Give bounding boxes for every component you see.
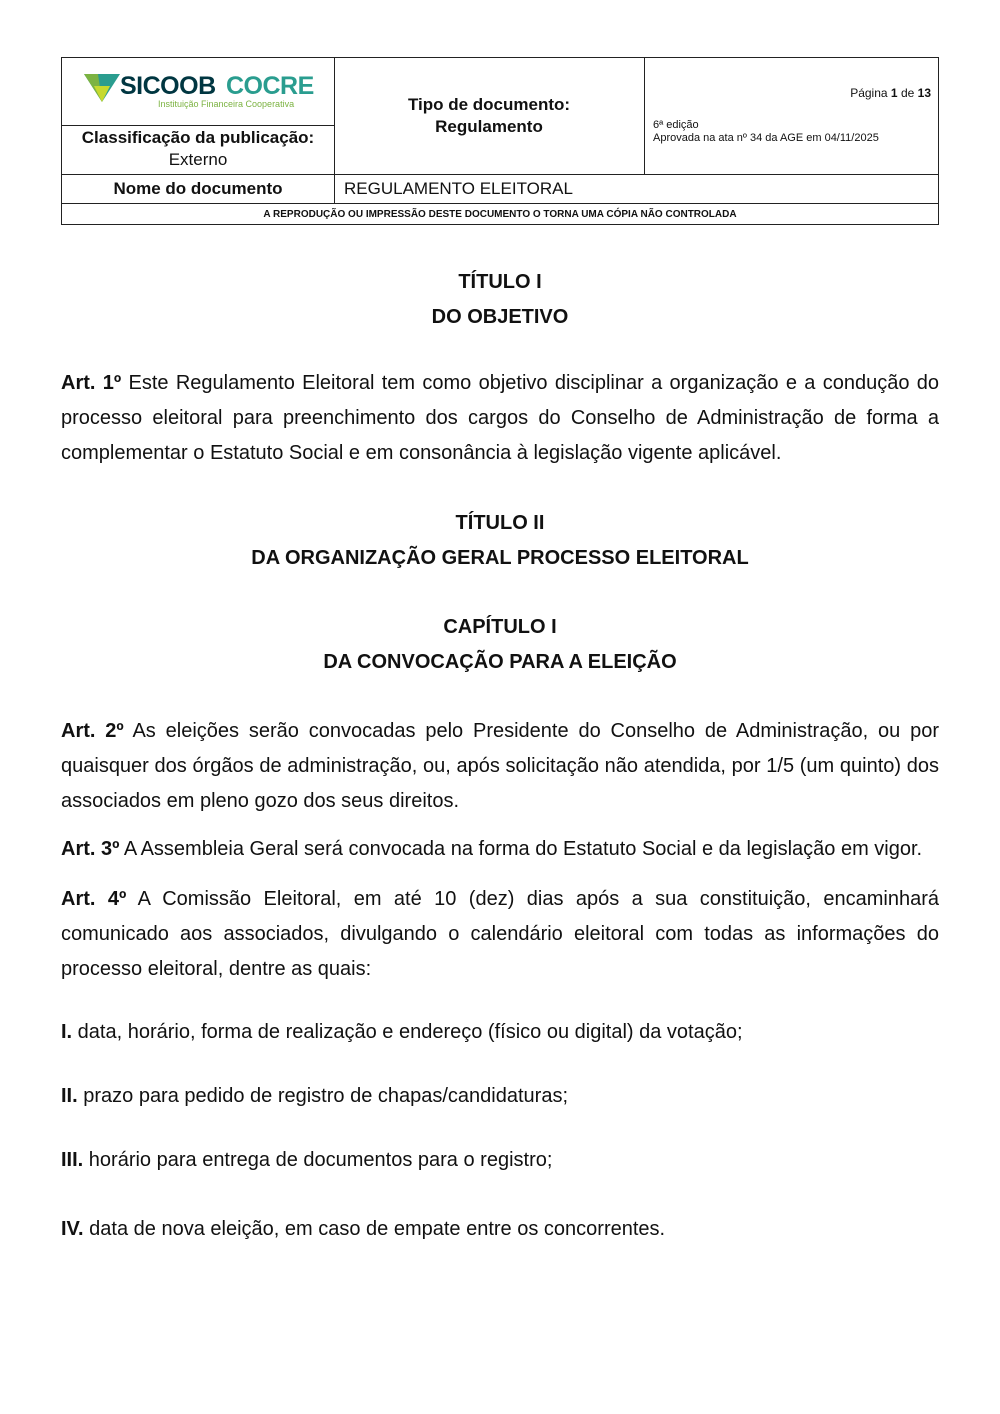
title-2: TÍTULO II DA ORGANIZAÇÃO GERAL PROCESSO ELEITORAL [251,512,749,569]
logo-mark-icon [84,72,120,104]
copy-warning: A REPRODUÇÃO OU IMPRESSÃO DESTE DOCUMENTO O TORNA UMA CÓPIA NÃO CONTROLADA [263,209,737,220]
list-item: I. data, horário, forma de realização e endereço (físico ou digital) da votação; [61,1021,743,1043]
list-item: III. horário para entrega de documentos para o registro; [61,1149,553,1171]
edition: 6ª edição [653,119,699,131]
document-header-table [61,57,939,225]
classification-label: Classificação da publicação: [81,128,315,147]
article-2: Art. 2º As eleições serão convocadas pelo Presidente do Conselho de Administração, ou por quaisquer dos órgãos de administração, ou, após solicitação não atendida, por 1/5 (um quinto) dos associados em pleno gozo dos seus direitos. [61,720,939,812]
doc-type-value: Regulamento [435,117,543,136]
article-3: Art. 3º A Assembleia Geral será convocada na forma do Estatuto Social e da legislação em vigor. [61,838,923,860]
doc-type-label: Tipo de documento: [407,95,571,114]
list-item: II. prazo para pedido de registro de chapas/candidaturas; [61,1085,568,1107]
list-item: IV. data de nova eleição, em caso de empate entre os concorrentes. [61,1218,666,1240]
approval: Aprovada na ata nº 34 da AGE em 04/11/2025 [653,132,879,144]
doc-name-value: REGULAMENTO ELEITORAL [344,179,573,198]
doc-name-label: Nome do documento [113,179,283,198]
chapter-1: CAPÍTULO I DA CONVOCAÇÃO PARA A ELEIÇÃO [323,616,677,673]
page-number: Página 1 de 13 [850,86,931,100]
title-1: TÍTULO I DO OBJETIVO [431,271,569,328]
sicoob-cocre-logo: SICOOB COCRE Instituição Financeira Cooperativa [84,72,314,112]
article-1: Art. 1º Este Regulamento Eleitoral tem como objetivo disciplinar a organização e a condução do processo eleitoral para preenchimento dos cargos do Conselho de Administração de forma a complementar o Estatuto Social e em consonância à legislação vigente aplicável. [61,372,940,464]
classification-value: Externo [168,150,228,169]
article-4: Art. 4º A Comissão Eleitoral, em até 10 (dez) dias após a sua constituição, encaminhará comunicado aos associados, divulgando o calendário eleitoral com todas as informações do processo eleitoral, dentre as quais: [61,888,939,980]
